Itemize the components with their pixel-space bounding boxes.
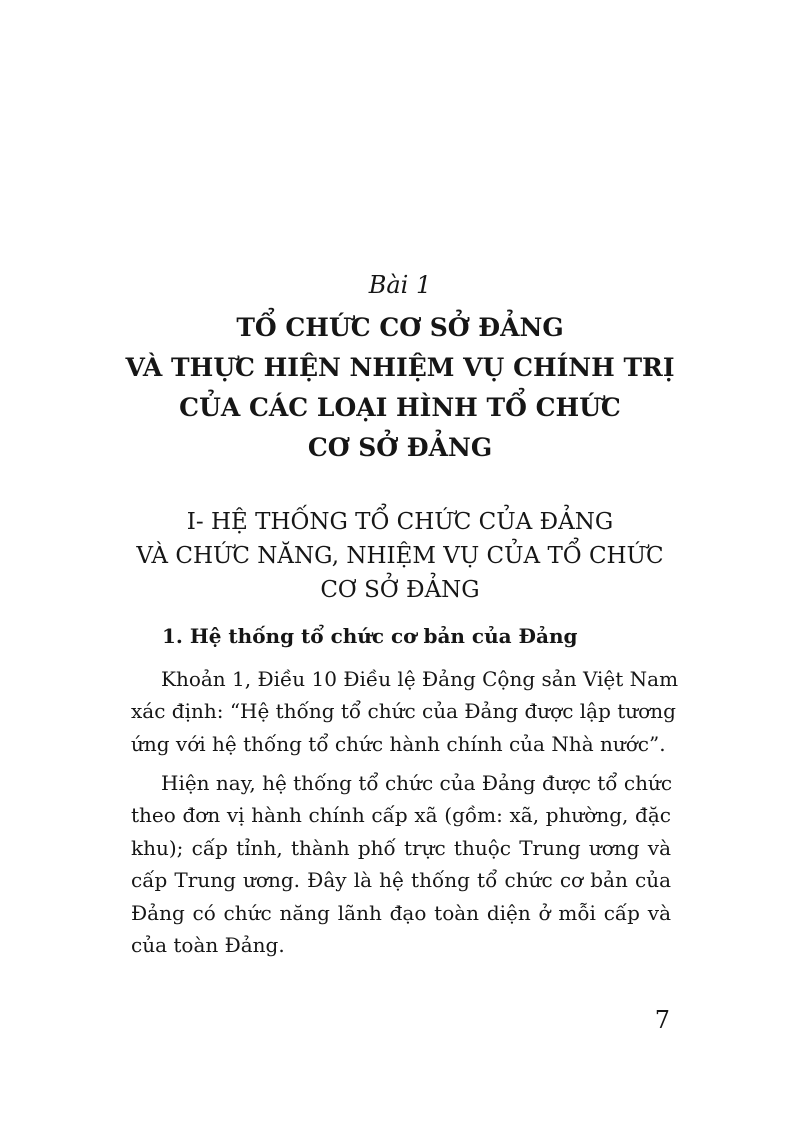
lesson-title-line: TỔ CHỨC CƠ SỞ ĐẢNG — [236, 313, 564, 342]
paragraph-line: Khoản 1, Điều 10 Điều lệ Đảng Cộng sản Việt Nam — [161, 667, 679, 691]
paragraph-line: xác định: “Hệ thống tổ chức của Đảng được lập tương — [131, 699, 676, 724]
section-title — [0, 505, 800, 607]
section-title-line: CƠ SỞ ĐẢNG — [320, 577, 480, 603]
paragraph-line: Hiện nay, hệ thống tổ chức của Đảng được tổ chức — [161, 771, 673, 795]
lesson-title-line: CƠ SỞ ĐẢNG — [307, 433, 493, 462]
lesson-title-line: VÀ THỰC HIỆN NHIỆM VỤ CHÍNH TRỊ — [125, 353, 675, 382]
section-title-line: I- HỆ THỐNG TỔ CHỨC CỦA ĐẢNG — [186, 509, 614, 535]
lesson-label: Bài 1 — [368, 271, 432, 299]
paragraph-line: của toàn Đảng. — [131, 933, 285, 958]
paragraph — [131, 663, 679, 760]
paragraph-line: cấp Trung ương. Đây là hệ thống tổ chức cơ bản của — [131, 868, 671, 893]
paragraph-line: khu); cấp tỉnh, thành phố trực thuộc Trung ương và — [131, 835, 671, 860]
paragraph-line: theo đơn vị hành chính cấp xã (gồm: xã, phường, đặc — [131, 803, 671, 828]
paragraph — [131, 767, 671, 961]
subsection-title: 1. Hệ thống tổ chức cơ bản của Đảng — [162, 624, 578, 648]
paragraph-line: ứng với hệ thống tổ chức hành chính của Nhà nước”. — [131, 731, 666, 756]
page-number: 7 — [654, 1006, 670, 1034]
section-title-line: VÀ CHỨC NĂNG, NHIỆM VỤ CỦA TỔ CHỨC — [136, 543, 664, 569]
lesson-title-line: CỦA CÁC LOẠI HÌNH TỔ CHỨC — [179, 393, 621, 422]
lesson-title — [0, 308, 800, 468]
paragraph-line: Đảng có chức năng lãnh đạo toàn diện ở mỗi cấp và — [131, 900, 671, 925]
